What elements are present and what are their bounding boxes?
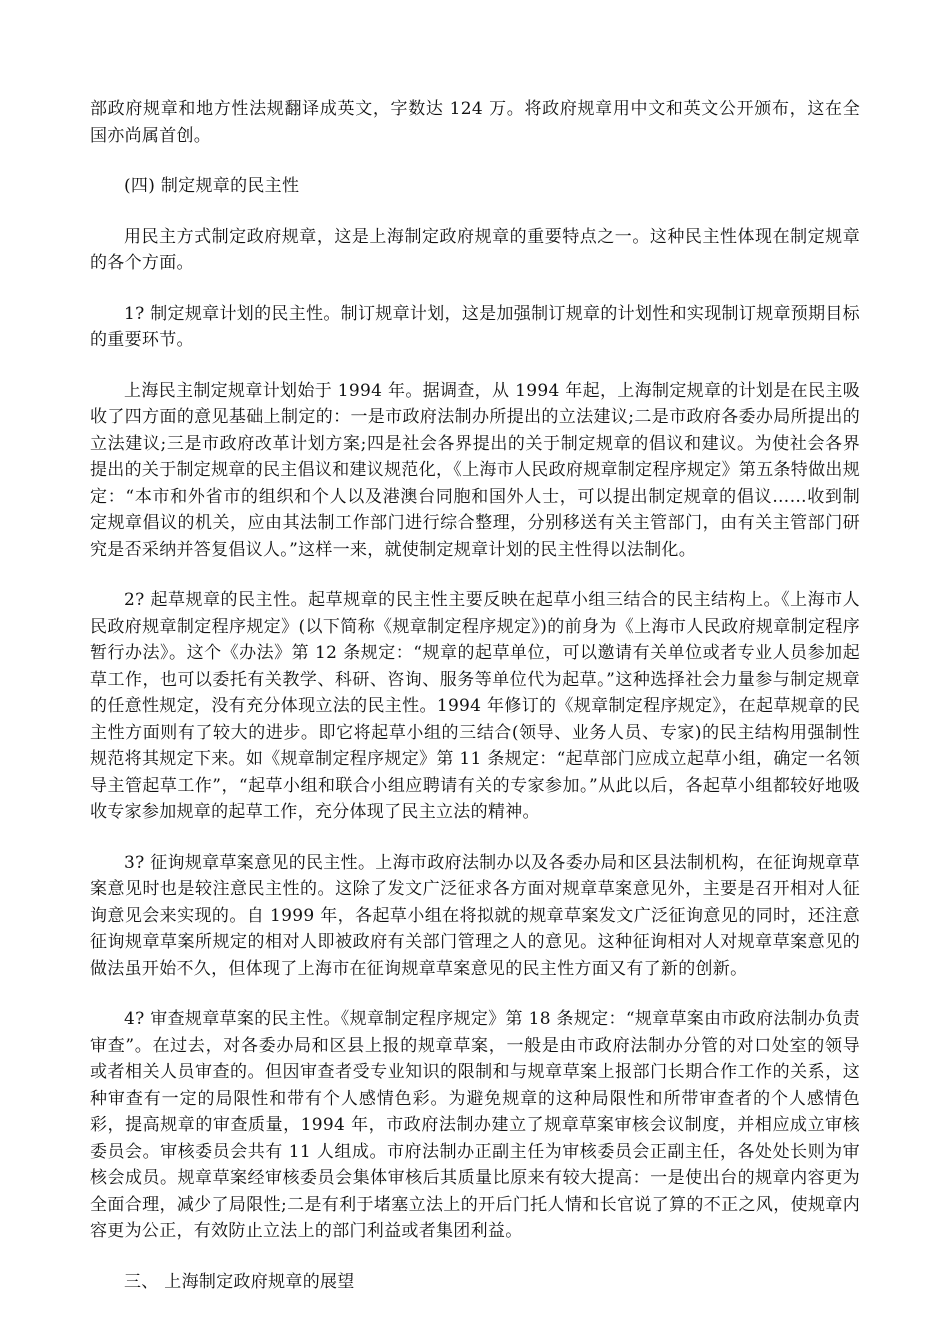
section-heading-outlook: 三、 上海制定政府规章的展望 (124, 1271, 355, 1292)
paragraph-drafting-democracy: 2? 起草规章的民主性。起草规章的民主性主要反映在起草小组三结合的民主结构上。《上海市人民政府规章制定程序规定》(以下简称《规章制定程序规定》)的前身为《上海市人民政府规章制定程序暂行办法》。这个《办法》第 12 条规定：“规章的起草单位，可以邀请有关单位或者专业人员参加起草工作，也可以委托有关教学、科研、咨询、服务等单位代为起草。”这种选择社会力量参与制定规章的任意性规定，没有充分体现立法的民主性。1994 年修订的《规章制定程序规定》，在起草规章的民主性方面则有了较大的进步。即它将起草小组的三结合(领导、业务人员、专家)的民主结构用强制性规范将其规定下来。如《规章制定程序规定》第 11 条规定：“起草部门应成立起草小组，确定一名领导主管起草工作”，“起草小组和联合小组应聘请有关的专家参加。”从此以后，各起草小组都较好地吸收专家参加规章的起草工作，充分体现了民主立法的精神。 (90, 590, 860, 822)
document-body (90, 96, 860, 1295)
paragraph-plan-history: 上海民主制定规章计划始于 1994 年。据调查，从 1994 年起，上海制定规章的计划是在民主吸收了四方面的意见基础上制定的：一是市政府法制办所提出的立法建议;二是市政府各委办局所提出的立法建议;三是市政府改革计划方案;四是社会各界提出的关于制定规章的倡议和建议。为使社会各界提出的关于制定规章的民主倡议和建议规范化，《上海市人民政府规章制定程序规定》第五条特做出规定：“本市和外省市的组织和个人以及港澳台同胞和国外人士，可以提出制定规章的倡议……收到制定规章倡议的机关，应由其法制工作部门进行综合整理，分别移送有关主管部门，由有关主管部门研究是否采纳并答复倡议人。”这样一来，就使制定规章计划的民主性得以法制化。 (90, 380, 860, 560)
paragraph-plan-democracy: 1? 制定规章计划的民主性。制订规章计划，这是加强制订规章的计划性和实现制订规章预期目标的重要环节。 (90, 303, 860, 350)
paragraph-translation-intro: 部政府规章和地方性法规翻译成英文，字数达 124 万。将政府规章用中文和英文公开颁布，这在全国亦尚属首创。 (90, 99, 860, 146)
paragraph-review-democracy: 4? 审查规章草案的民主性。《规章制定程序规定》第 18 条规定：“规章草案由市政府法制办负责审查”。在过去，对各委办局和区县上报的规章草案，一般是由市政府法制办分管的对口处室的领导或者相关人员审查的。但因审查者受专业知识的限制和与规章草案上报部门长期合作工作的关系，这种审查有一定的局限性和带有个人感情色彩。为避免规章的这种局限性和所带审查者的个人感情色彩，提高规章的审查质量，1994 年，市政府法制办建立了规章草案审核会议制度，并相应成立审核委员会。审核委员会共有 11 人组成。市府法制办正副主任为审核委员会正副主任，各处处长则为审核会成员。规章草案经审核委员会集体审核后其质量比原来有较大提高：一是使出台的规章内容更为全面合理，减少了局限性;二是有利于堵塞立法上的开后门托人情和长官说了算的不正之风，使规章内容更为公正，有效防止立法上的部门利益或者集团利益。 (90, 1009, 860, 1241)
section-heading-democracy: (四) 制定规章的民主性 (124, 176, 300, 196)
paragraph-democracy-intro: 用民主方式制定政府规章，这是上海制定政府规章的重要特点之一。这种民主性体现在制定规章的各个方面。 (90, 226, 860, 273)
paragraph-consultation-democracy: 3? 征询规章草案意见的民主性。上海市政府法制办以及各委办局和区县法制机构，在征询规章草案意见时也是较注意民主性的。这除了发文广泛征求各方面对规章草案意见外，主要是召开相对人征询意见会来实现的。自 1999 年，各起草小组在将拟就的规章草案发文广泛征询意见的同时，还注意征询规章草案所规定的相对人即被政府有关部门管理之人的意见。这种征询相对人对规章草案意见的做法虽开始不久，但体现了上海市在征询规章草案意见的民主性方面又有了新的创新。 (90, 852, 860, 979)
